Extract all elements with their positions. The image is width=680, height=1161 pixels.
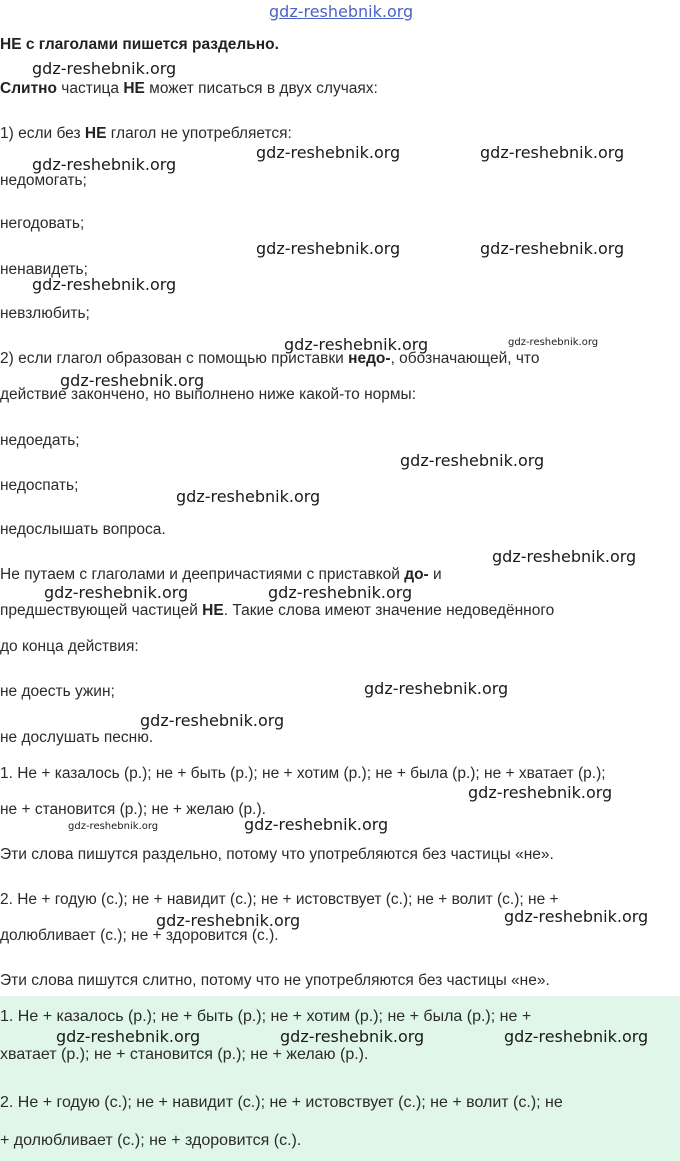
watermark: gdz-reshebnik.org [400, 451, 545, 470]
watermark: gdz-reshebnik.org [364, 679, 509, 698]
case1-example: негодовать; [0, 215, 85, 232]
case1-example: ненавидеть; [0, 261, 88, 278]
case2-heading-line2: действие закончено, но выполнено ниже какой-то нормы: [0, 386, 416, 403]
case1-heading: 1) если без НЕ глагол не употребляется: [0, 125, 292, 142]
watermark: gdz-reshebnik.org [176, 487, 321, 506]
watermark: gdz-reshebnik.org [140, 711, 285, 730]
case1-example: недомогать; [0, 172, 87, 189]
watermark: gdz-reshebnik.org [468, 783, 613, 802]
note-example: не дослушать песню. [0, 729, 154, 746]
answer-box [0, 996, 680, 1161]
watermark: gdz-reshebnik.org [32, 275, 177, 294]
solution-line: 1. Не + казалось (р.); не + быть (р.); не + хотим (р.); не + была (р.); не + хватает (р.); [0, 765, 606, 782]
watermark: gdz-reshebnik.org [32, 59, 177, 78]
rule-intro: Слитно частица НЕ может писаться в двух случаях: [0, 80, 378, 97]
answer-line: 2. Не + годую (с.); не + навидит (с.); не + истовствует (с.); не + волит (с.); не [0, 1094, 563, 1111]
watermark: gdz-reshebnik.org [60, 371, 205, 390]
case2-example: недоспать; [0, 477, 79, 494]
case2-heading: 2) если глагол образован с помощью приставки недо-, обозначающей, что [0, 350, 540, 367]
solution-line: Эти слова пишутся слитно, потому что не употребляются без частицы «не». [0, 972, 550, 989]
watermark: gdz-reshebnik.org [284, 335, 429, 354]
answer-line: + долюбливает (с.); не + здоровится (с.). [0, 1132, 302, 1149]
watermark: gdz-reshebnik.org [504, 1027, 649, 1046]
watermark: gdz-reshebnik.org [156, 911, 301, 930]
solution-line: долюбливает (с.); не + здоровится (с.). [0, 927, 279, 944]
watermark: gdz-reshebnik.org [44, 583, 189, 602]
watermark: gdz-reshebnik.org [480, 143, 625, 162]
watermark: gdz-reshebnik.org [68, 821, 159, 832]
watermark: gdz-reshebnik.org [492, 547, 637, 566]
solution-line: 2. Не + годую (с.); не + навидит (с.); не + истовствует (с.); не + волит (с.); не + [0, 891, 559, 908]
watermark: gdz-reshebnik.org [280, 1027, 425, 1046]
watermark: gdz-reshebnik.org [32, 155, 177, 174]
note-line: до конца действия: [0, 638, 139, 655]
watermark: gdz-reshebnik.org [504, 907, 649, 926]
note-line: Не путаем с глаголами и деепричастиями с приставкой до- и [0, 566, 442, 583]
answer-line: 1. Не + казалось (р.); не + быть (р.); не + хотим (р.); не + была (р.); не + [0, 1008, 532, 1025]
answer-line: хватает (р.); не + становится (р.); не + желаю (р.). [0, 1046, 369, 1063]
rule-title: НЕ с глаголами пишется раздельно. [0, 36, 279, 53]
top-watermark-link[interactable]: gdz-reshebnik.org [269, 2, 414, 21]
watermark: gdz-reshebnik.org [244, 815, 389, 834]
watermark: gdz-reshebnik.org [56, 1027, 201, 1046]
watermark: gdz-reshebnik.org [480, 239, 625, 258]
solution-line: Эти слова пишутся раздельно, потому что употребляются без частицы «не». [0, 846, 554, 863]
case2-example: недослышать вопроса. [0, 521, 166, 538]
watermark: gdz-reshebnik.org [508, 337, 599, 348]
solution-line: не + становится (р.); не + желаю (р.). [0, 801, 266, 818]
case2-example: недоедать; [0, 432, 80, 449]
note-line: предшествующей частицей НЕ. Такие слова имеют значение недоведённого [0, 602, 555, 619]
watermark: gdz-reshebnik.org [256, 239, 401, 258]
watermark: gdz-reshebnik.org [256, 143, 401, 162]
case1-example: невзлюбить; [0, 305, 90, 322]
note-example: не доесть ужин; [0, 683, 115, 700]
watermark: gdz-reshebnik.org [268, 583, 413, 602]
